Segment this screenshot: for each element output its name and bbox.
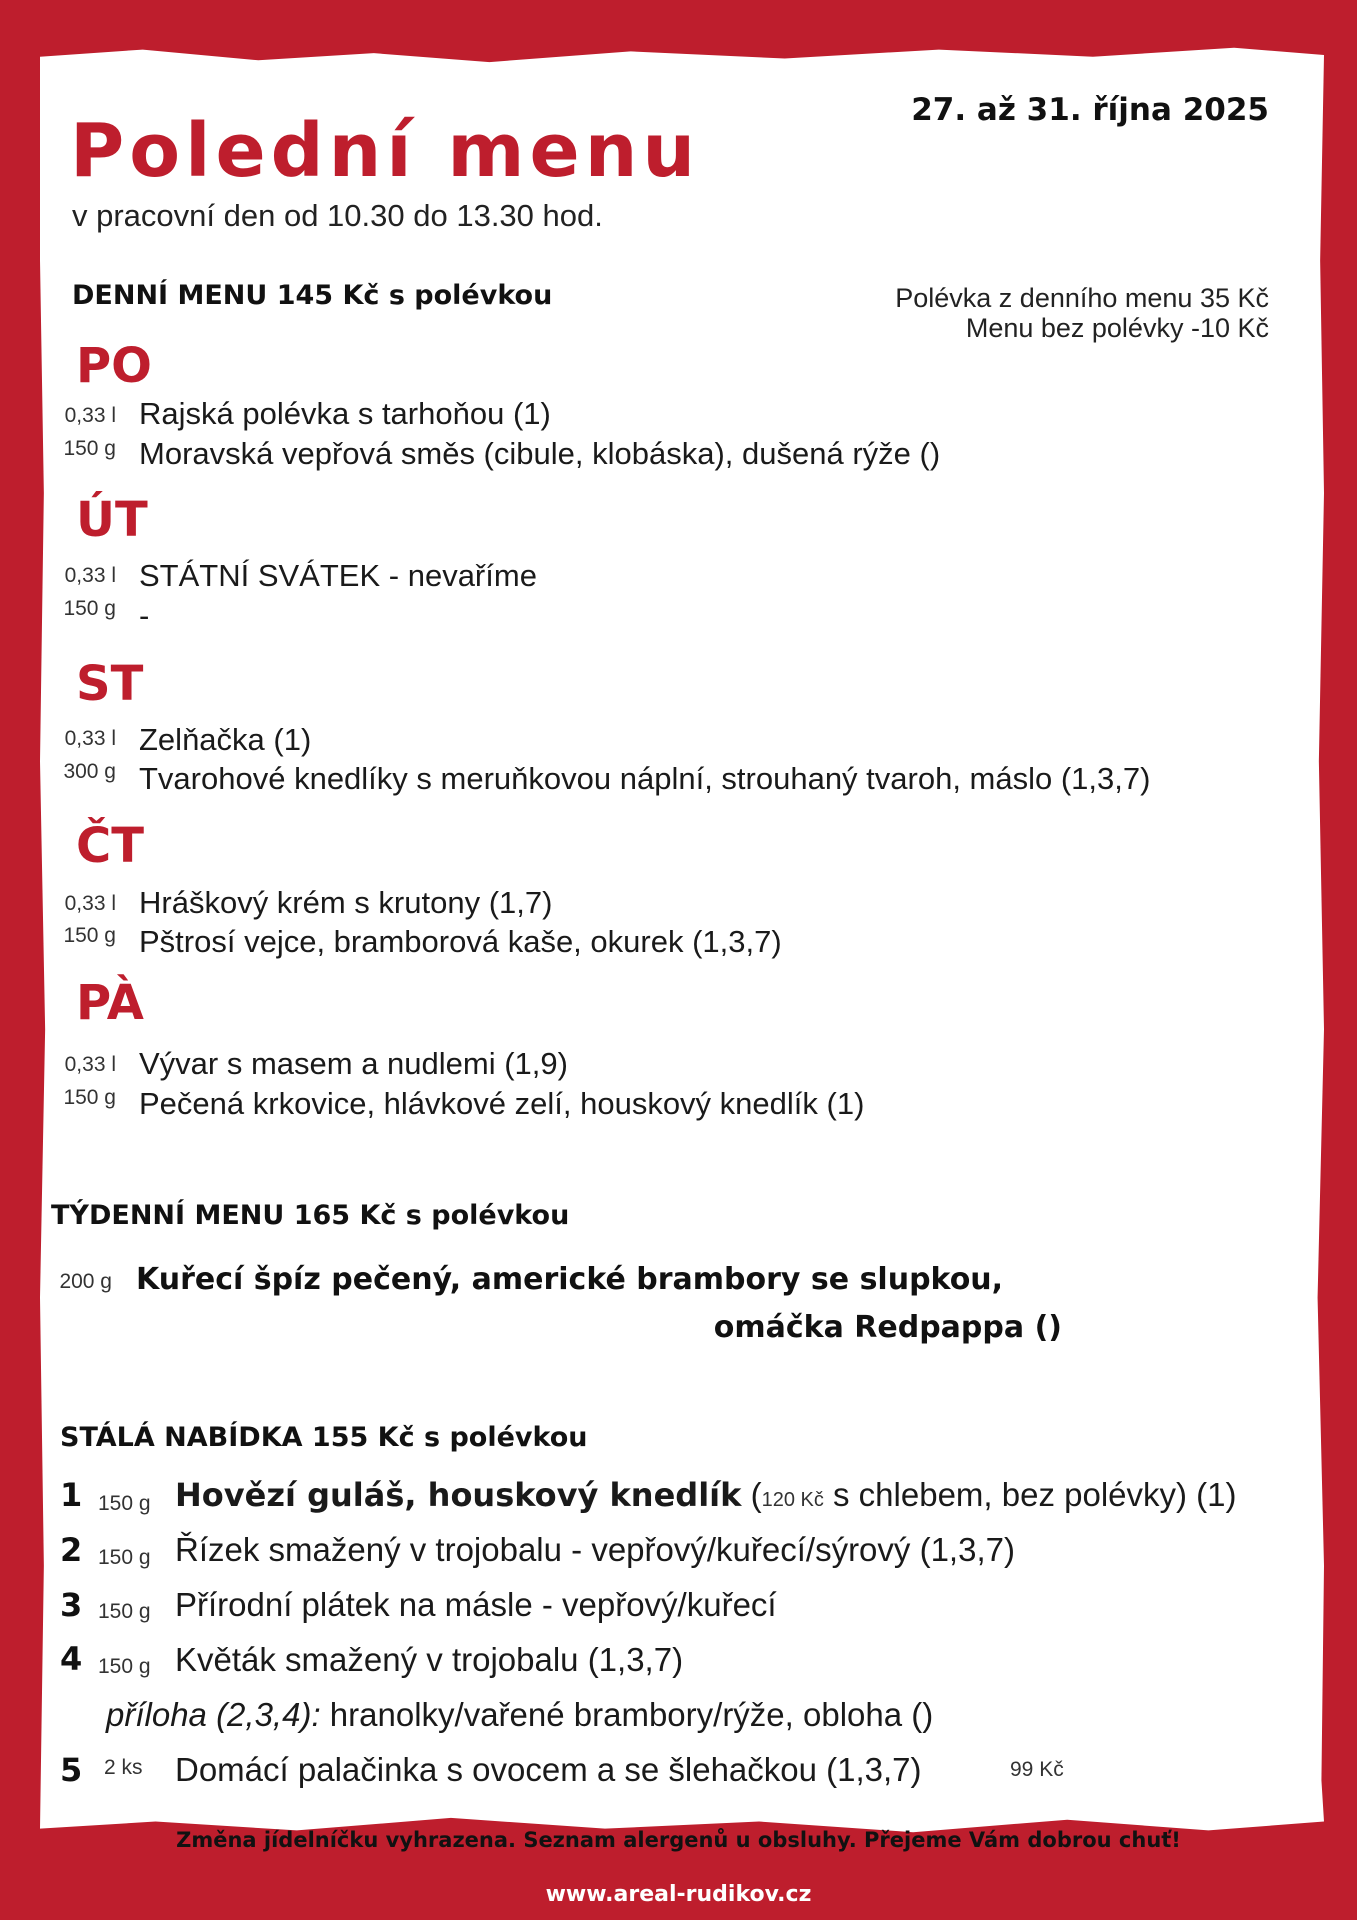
soup-dish: Vývar s masem a nudlemi (1,9) [139, 1046, 568, 1081]
soup-price-note: Polévka z denního menu 35 Kč [895, 283, 1269, 313]
website-link[interactable]: www.areal-rudikov.cz [545, 1882, 812, 1907]
item-name-bold: Hovězí guláš, houskový knedlík [175, 1476, 742, 1514]
soup-qty: 0,33 l [64, 404, 116, 427]
standing-item-pancake: Domácí palačinka s ovocem a se šlehačkou (1,3,7) [175, 1751, 922, 1788]
side-dishes-line [106, 1696, 933, 1734]
item-note: s chlebem, bez polévky) (1) [823, 1476, 1237, 1513]
item-paren-open: ( [741, 1476, 762, 1513]
daily-menu-heading: DENNÍ MENU 145 Kč s polévkou [72, 280, 553, 311]
item-qty: 2 ks [104, 1756, 143, 1779]
item-qty: 150 g [98, 1492, 151, 1515]
main-qty: 300 g [63, 760, 116, 783]
item-number: 1 [60, 1476, 83, 1514]
weekly-dish-line-2: omáčka Redpappa () [713, 1310, 1062, 1345]
date-range: 27. až 31. října 2025 [911, 92, 1269, 128]
main-dish: Tvarohové knedlíky s meruňkovou náplní, strouhaný tvaroh, máslo (1,3,7) [139, 761, 1151, 796]
item-qty: 150 g [98, 1546, 151, 1569]
side-dishes-label: příloha (2,3,4): [106, 1696, 321, 1733]
no-soup-note: Menu bez polévky -10 Kč [965, 313, 1269, 343]
main-dish: Pečená krkovice, hlávkové zelí, houskový knedlík (1) [139, 1086, 865, 1121]
item-number: 3 [60, 1586, 83, 1624]
standing-item-goulash [175, 1476, 1237, 1514]
item-number: 4 [60, 1640, 83, 1678]
weekly-menu-heading: TÝDENNÍ MENU 165 Kč s polévkou [51, 1200, 570, 1231]
weekly-qty: 200 g [59, 1270, 112, 1293]
day-label-friday: PÀ [76, 975, 144, 1031]
item-price: 99 Kč [1010, 1758, 1064, 1781]
main-dish: - [139, 598, 150, 633]
soup-dish: Hráškový krém s krutony (1,7) [139, 885, 553, 920]
day-label-monday: PO [76, 338, 152, 394]
soup-qty: 0,33 l [64, 892, 116, 915]
soup-qty: 0,33 l [64, 564, 116, 587]
main-qty: 150 g [63, 924, 116, 947]
standing-offer-heading: STÁLÁ NABÍDKA 155 Kč s polévkou [60, 1422, 588, 1453]
main-dish: Moravská vepřová směs (cibule, klobáska), dušená rýže () [139, 436, 941, 471]
item-number: 5 [60, 1751, 83, 1789]
main-qty: 150 g [63, 437, 116, 460]
day-label-tuesday: ÚT [76, 492, 148, 548]
soup-qty: 0,33 l [64, 1053, 116, 1076]
footer-note: Změna jídelníčku vyhrazena. Seznam alergenů u obsluhy. Přejeme Vám dobrou chuť! [176, 1828, 1181, 1852]
soup-dish: Zelňačka (1) [139, 722, 312, 757]
page-title: Polední menu [70, 108, 701, 194]
side-dishes-text: hranolky/vařené brambory/rýže, obloha () [320, 1696, 934, 1733]
item-number: 2 [60, 1531, 83, 1569]
item-qty: 150 g [98, 1600, 151, 1623]
opening-hours: v pracovní den od 10.30 do 13.30 hod. [72, 198, 603, 233]
day-label-wednesday: ST [76, 656, 144, 712]
weekly-dish-line-1: Kuřecí špíz pečený, americké brambory se slupkou, [136, 1262, 1004, 1297]
main-qty: 150 g [63, 1086, 116, 1109]
soup-qty: 0,33 l [64, 727, 116, 750]
soup-dish: STÁTNÍ SVÁTEK - nevaříme [139, 558, 537, 593]
standing-item-cauliflower: Květák smažený v trojobalu (1,3,7) [175, 1641, 684, 1678]
standing-item-natural-steak: Přírodní plátek na másle - vepřový/kuřecí [175, 1586, 777, 1623]
day-label-thursday: ČT [76, 818, 144, 874]
item-qty: 150 g [98, 1655, 151, 1678]
item-price-small: 120 Kč [761, 1489, 824, 1511]
standing-item-schnitzel: Řízek smažený v trojobalu - vepřový/kuřecí/sýrový (1,3,7) [175, 1531, 1015, 1568]
main-dish: Pštrosí vejce, bramborová kaše, okurek (1,3,7) [139, 924, 782, 959]
main-qty: 150 g [63, 597, 116, 620]
soup-dish: Rajská polévka s tarhoňou (1) [139, 396, 551, 431]
